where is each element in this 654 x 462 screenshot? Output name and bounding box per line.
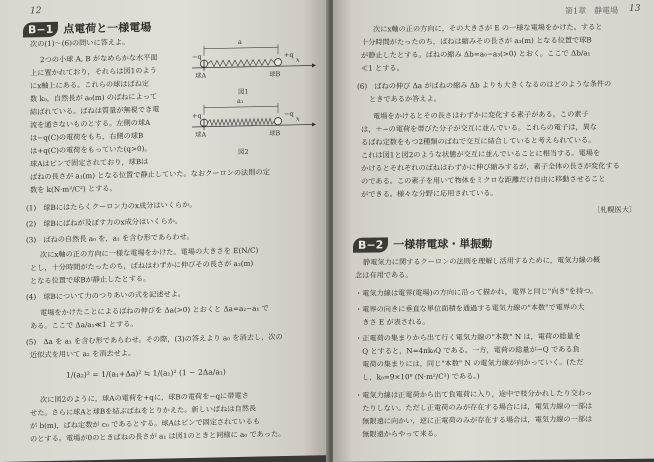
text-line: のである。この素子を用いて物体をミクロな距離だけ自由に移動させること bbox=[361, 174, 606, 186]
section-badge: B−1 bbox=[23, 21, 58, 37]
fig1-axis-label: x bbox=[296, 55, 300, 64]
fig2-charge-b: −q bbox=[284, 109, 294, 119]
page-number: 12 bbox=[30, 6, 42, 17]
source-attribution: 〔札幌医大〕 bbox=[593, 204, 637, 215]
fig2-length-label: a₁ bbox=[237, 96, 244, 106]
question-3: (3) ばねの自然長 a₀ を，a₁ を含む形であらわせ。 bbox=[26, 231, 194, 245]
text-line: が静止したとする。ばねの縮み Δb=a₀−a₃(>0) とおく。ここで Δb/a₁ bbox=[361, 48, 591, 60]
approximation-formula: 1/(a₂)² = 1/(a₁+Δa)² ≒ 1/(a₁)² (1 − 2Δa/a₁) bbox=[66, 367, 226, 380]
text-line: 数 k₀，自然長が a₀(m) のばねによって bbox=[30, 91, 158, 104]
text-line: 流を通さないものとする。左側の球A bbox=[30, 117, 151, 130]
text-line: が b(m)，ばね定数が c₀ であるとする。球Aはピンで固定されているも bbox=[30, 416, 261, 431]
text-line: は+q(C)の電荷をもっていた(q>0)。 bbox=[30, 143, 152, 156]
question-5: (5) Δa を a₁ を含む形であらわせ。その際，(3)の答えより a₀ を消去し，次の bbox=[26, 332, 283, 347]
fig1-length-label: a bbox=[238, 37, 242, 47]
running-header: 第1章 静電場 bbox=[565, 6, 619, 16]
figure-2 bbox=[192, 96, 317, 143]
fig1-charge-b: +q bbox=[284, 50, 294, 60]
figure-1 bbox=[192, 37, 317, 84]
fig2-axis-label: x bbox=[296, 114, 300, 123]
fig1-ball-b-label: 球B bbox=[269, 70, 281, 79]
text-line: るばね定数をもつ2種類のばねで交互に結合していると考えられている。 bbox=[361, 135, 596, 147]
fig2-ball-b-label: 球B bbox=[269, 129, 281, 138]
text-line: 2つの小球 A, B がなめらかな水平面 bbox=[40, 52, 158, 65]
text-line: ある。ここで Δa/a₁≪1 とする。 bbox=[30, 319, 138, 331]
question-2: (2) 球Bにばねが及ぼす力のx成分はいくらか。 bbox=[26, 216, 183, 229]
text-line: は−q(C)の電荷をもち，右側の球B bbox=[30, 130, 144, 143]
fig1-ball-a-label: 球A bbox=[195, 71, 207, 80]
text-line: 念は有用である。 bbox=[355, 270, 413, 280]
section-badge: B−2 bbox=[353, 237, 388, 252]
text-line: 球Aはピンで固定されており，球Bは bbox=[30, 156, 149, 169]
text-line: ときであるか答えよ。 bbox=[369, 93, 441, 104]
text-line: 次にx軸の正の方向に一様な電場をかけた。電場の大きさを E(N/C) bbox=[40, 245, 259, 260]
text-line: は，＋−の電荷を帯びた分子が交互に並んでいる。これらの電子は，異な bbox=[361, 122, 598, 134]
section-title: 点電荷と一様電場 bbox=[63, 20, 152, 36]
right-page bbox=[333, 0, 654, 462]
section-title: 一様帯電球・単振動 bbox=[393, 237, 493, 252]
question-4: (4) 球Bについて力のつりあいの式を記述せよ。 bbox=[26, 289, 186, 302]
text-line: ばねの長さが a₁(m) となる位置で静止していた。なおクーロンの法則の定 bbox=[30, 167, 270, 182]
text-line: し，k₀=9×10⁹ (N·m²/C²) である。) bbox=[355, 371, 480, 382]
text-line: かけるとそれぞれのばねはわずかに伸び縮みするが，素子全体の長さが変化する bbox=[361, 160, 620, 173]
text-line: とし，十分時間がたったのち，ばねはわずかに伸びその長さが a₂(m) bbox=[30, 258, 254, 273]
page-number: 13 bbox=[629, 3, 641, 14]
text-line: 次にx軸の正の方向に，その大きさが E の一様な電場をかけた。すると bbox=[373, 22, 603, 34]
bullet-item: ・電気力線は電界(電場)の方向に沿って描かれ，電界と同じ"向き"を持つ。 bbox=[355, 286, 598, 298]
bullet-item: ・電気力線は正電荷から出て負電荷に入り，途中で枝分かれしたり交わっ bbox=[355, 388, 593, 400]
fig2-charge-a: +q bbox=[192, 111, 202, 120]
text-line: となる位置で球Bが静止したとする。 bbox=[30, 273, 151, 286]
figure-2-caption: 図2 bbox=[238, 147, 249, 157]
text-line: 無限遠に向かい，逆に正電荷のみが存在する場合は，電気力線の一部は bbox=[355, 414, 593, 426]
text-line: たりしない。ただし正電荷のみが存在する場合には，電気力線の一部は bbox=[355, 401, 593, 413]
figure-1-caption: 図1 bbox=[238, 87, 249, 97]
section-heading bbox=[353, 235, 492, 252]
text-line: 無限遠からやって来る。 bbox=[355, 428, 442, 439]
fig2-ball-a-label: 球A bbox=[195, 130, 207, 139]
section-heading bbox=[23, 19, 151, 38]
bullet-item: ・正電荷の集まりから出て行く電気力線の"本数" N は，電荷の総量を bbox=[355, 331, 581, 343]
text-line: 電荷の集まりには，同じ"本数" N の電気力線が向かっていく。(ただ bbox=[355, 357, 584, 369]
text-line: Q とすると，N=4πk₀Q である。一方，電荷の総量が−Q である負 bbox=[355, 344, 580, 356]
text-line: きさ E が表される。 bbox=[355, 316, 430, 327]
question-1: (1) 球Bにはたらくクーロン力のx成分はいくらか。 bbox=[26, 199, 197, 213]
text-line: せた。さらに球Aと球Bを結ぶばねをとりかえた。新しいばねは自然長 bbox=[30, 403, 257, 418]
text-line: にx軸上にある。これらの球はばね定 bbox=[30, 78, 150, 91]
text-line: ≪1 とする。 bbox=[361, 63, 404, 73]
text-line: 十分時間がたったのち，ばねは縮みその長さが a₃(m) となる位置で球B bbox=[361, 35, 592, 47]
text-line: ができる。様々な分野に応用されている。 bbox=[361, 188, 498, 199]
text-line: 近似式を用いて a₂ を消去せよ。 bbox=[30, 348, 136, 360]
text-line: 上に置かれており，それらは図1のよう bbox=[30, 65, 157, 78]
text-line: 次の(1)〜(6)の問いに答えよ。 bbox=[30, 37, 130, 49]
text-line: 静電気力に関するクーロンの法則を理解し活用するために，電気力線の概 bbox=[363, 255, 601, 267]
text-line: 電場をかけたことによるばねの伸びを Δa(>0) とおくと Δa=a₂−a₁ で bbox=[40, 303, 269, 318]
text-line: 結ばれている。ばねは質量が無視でき電 bbox=[30, 104, 160, 117]
text-line: 電場をかけるとその長さはわずかに変化する素子がある。この素子 bbox=[373, 109, 589, 121]
text-line: 数を k(N·m²/C²) とする。 bbox=[30, 183, 117, 195]
text-line: これは図1と図2のような状態が交互に並んでいることに相当する。電場を bbox=[361, 148, 601, 160]
bullet-item: ・電界の向きに垂直な単位面積を通過する電気力線の"本数"で電界の大 bbox=[355, 302, 585, 314]
text-line: 次に図2のように，球Aの電荷を+qに，球Bの電荷を−qに帯電さ bbox=[40, 390, 249, 405]
text-line: のとする。電場が0のときばねの長さが a₁ は図1のときと同様に a₀ であった。 bbox=[30, 429, 286, 444]
question-6: (6) ばねの伸び Δa がばねの縮み Δb よりも大きくなるのはどのような条件の bbox=[357, 79, 612, 91]
fig1-charge-a: −q bbox=[192, 52, 202, 61]
